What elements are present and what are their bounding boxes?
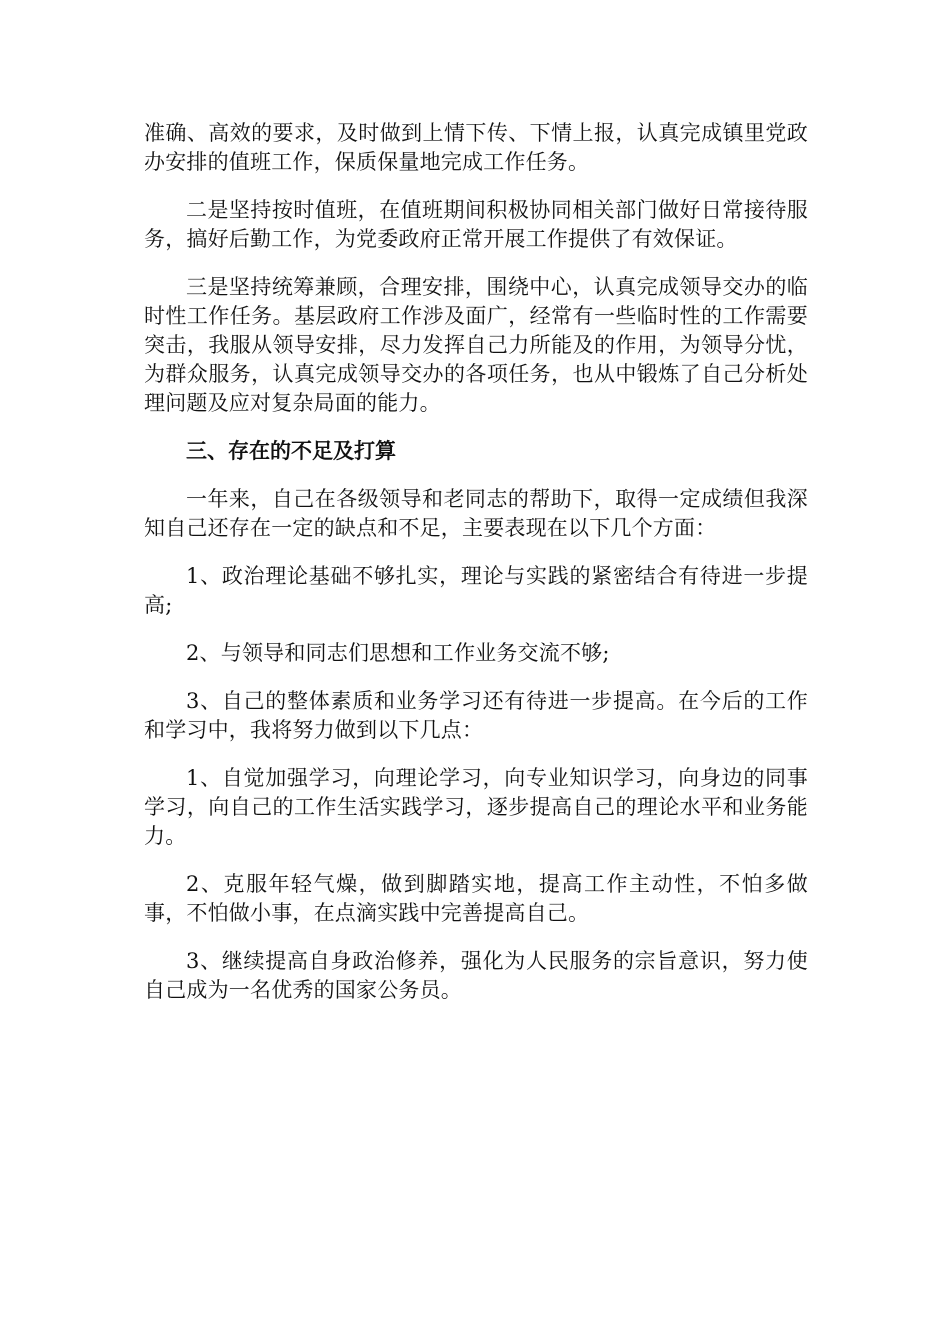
shortcoming-item-2: 2、与领导和同志们思想和工作业务交流不够; xyxy=(186,641,610,665)
shortcoming-item-3: 3、自己的整体素质和业务学习还有待进一步提高。在今后的工作和学习中，我将努力做到以下几点： xyxy=(144,689,808,742)
plan-item-3: 3、继续提高自身政治修养，强化为人民服务的宗旨意识，努力使自己成为一名优秀的国家公务员。 xyxy=(144,949,808,1002)
paragraph-continuation: 准确、高效的要求，及时做到上情下传、下情上报，认真完成镇里党政办安排的值班工作，保质保量地完成工作任务。 xyxy=(144,121,808,174)
plan-item-1: 1、自觉加强学习，向理论学习，向专业知识学习，向身边的同事学习，向自己的工作生活实践学习，逐步提高自己的理论水平和业务能力。 xyxy=(144,766,808,848)
paragraph-point-three: 三是坚持统筹兼顾，合理安排，围绕中心，认真完成领导交办的临时性工作任务。基层政府工作涉及面广，经常有一些临时性的工作需要突击，我服从领导安排，尽力发挥自己力所能及的作用，为领导分忧，为群众服务，认真完成领导交办的各项任务，也从中锻炼了自己分析处理问题及应对复杂局面的能力。 xyxy=(144,275,808,415)
shortcoming-item-1: 1、政治理论基础不够扎实，理论与实践的紧密结合有待进一步提高; xyxy=(144,564,808,617)
section-heading: 三、存在的不足及打算 xyxy=(186,439,396,463)
paragraph-point-two: 二是坚持按时值班，在值班期间积极协同相关部门做好日常接待服务，搞好后勤工作，为党委政府正常开展工作提供了有效保证。 xyxy=(144,198,808,251)
document-body xyxy=(144,119,808,1024)
paragraph-summary: 一年来，自己在各级领导和老同志的帮助下，取得一定成绩但我深知自己还存在一定的缺点和不足，主要表现在以下几个方面： xyxy=(144,487,808,540)
plan-item-2: 2、克服年轻气燥，做到脚踏实地，提高工作主动性，不怕多做事，不怕做小事，在点滴实践中完善提高自己。 xyxy=(144,872,808,925)
